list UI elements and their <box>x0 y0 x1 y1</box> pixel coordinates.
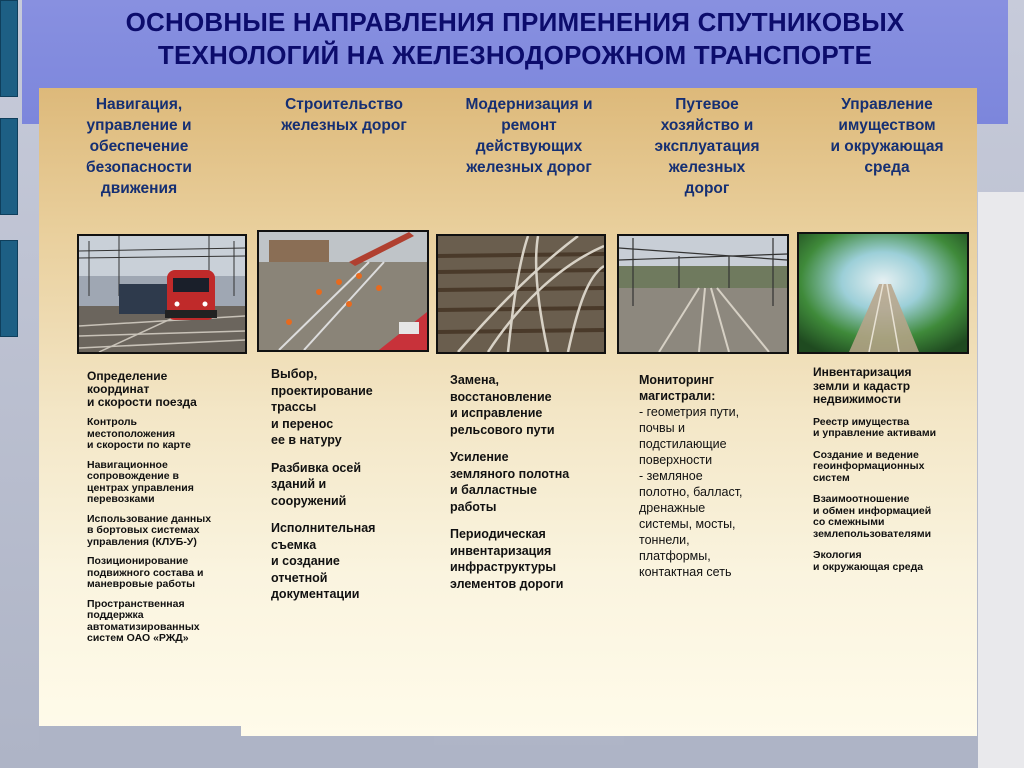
column-body: Мониторинг магистрали: - геометрия пути, почвы и подстилающие поверхности - земляное полотно, балласт, дренажные системы, мосты, тоннели, платформы, контактная сеть <box>639 372 799 580</box>
column-property-environment <box>797 88 977 736</box>
body-item: Позиционирование подвижного состава и маневровые работы <box>87 555 204 590</box>
body-item: Определение координат и скорости поезда <box>87 369 197 409</box>
body-item: Замена, восстановление и исправление рельсового пути <box>450 373 555 437</box>
side-decor-tab <box>0 0 18 97</box>
body-item: Усиление земляного полотна и балластные работы <box>450 450 570 514</box>
column-body <box>87 370 257 653</box>
column-body <box>450 372 620 600</box>
body-item: Контроль местоположения и скорости по карте <box>87 416 191 451</box>
catenary-tracks-photo <box>617 234 789 354</box>
body-item: Навигационное сопровождение в центрах управления перевозками <box>87 458 194 505</box>
body-item: Экология и окружающая среда <box>813 549 924 573</box>
content-panel <box>39 88 977 736</box>
body-item: Использование данных в бортовых системах управления (КЛУБ-У) <box>87 512 212 548</box>
column-body <box>813 366 983 581</box>
right-decor-panel <box>978 192 1024 768</box>
motion-blur-tracks-photo <box>797 232 969 354</box>
column-heading: Навигация, управление и обеспечение безопасности движения <box>86 96 192 197</box>
title-line: ТЕХНОЛОГИЙ НА ЖЕЛЕЗНОДОРОЖНОМ ТРАНСПОРТЕ <box>157 40 873 70</box>
column-heading: Модернизация и ремонт действующих железных дорог <box>465 96 593 176</box>
side-decor-tab <box>0 240 18 337</box>
bottom-edge-cut <box>434 745 624 768</box>
body-item: Разбивка осей зданий и сооружений <box>271 460 362 508</box>
column-navigation <box>39 88 239 736</box>
body-item: Выбор, проектирование трассы и перенос ее в натуру <box>271 367 373 447</box>
bottom-edge-cut <box>624 736 977 768</box>
body-item: Взаимоотношение и обмен информацией со смежными землепользователями <box>813 493 932 540</box>
construction-photo <box>257 230 429 352</box>
bottom-edge-cut <box>241 736 434 768</box>
body-item: Создание и ведение геоинформационных систем <box>813 448 925 484</box>
body-item: Периодическая инвентаризация инфраструктуры элементов дороги <box>450 527 564 591</box>
body-item: Инвентаризация земли и кадастр недвижимости <box>813 365 912 406</box>
train-photo <box>77 234 247 354</box>
column-track-maintenance <box>617 88 797 736</box>
body-item: Реестр имущества и управление активами <box>813 415 937 439</box>
column-heading: Строительство железных дорог <box>281 96 407 134</box>
side-decor-tab <box>0 118 18 215</box>
column-heading: Путевое хозяйство и эксплуатация железных дорог <box>654 96 760 197</box>
bottom-edge-cut <box>39 726 241 768</box>
title-line: ОСНОВНЫЕ НАПРАВЛЕНИЯ ПРИМЕНЕНИЯ СПУТНИКОВЫХ <box>125 7 905 37</box>
body-item: Исполнительная съемка и создание отчетной документации <box>271 521 376 601</box>
monitoring-title: Мониторинг магистрали: <box>639 373 716 403</box>
slide-title <box>22 6 1008 72</box>
tracks-photo <box>436 234 606 354</box>
column-construction <box>249 88 439 736</box>
body-item: Пространственная поддержка автоматизированных систем ОАО «РЖД» <box>87 597 200 644</box>
column-modernization <box>434 88 624 744</box>
column-body <box>271 366 441 611</box>
column-heading: Управление имуществом и окружающая среда <box>830 96 944 176</box>
